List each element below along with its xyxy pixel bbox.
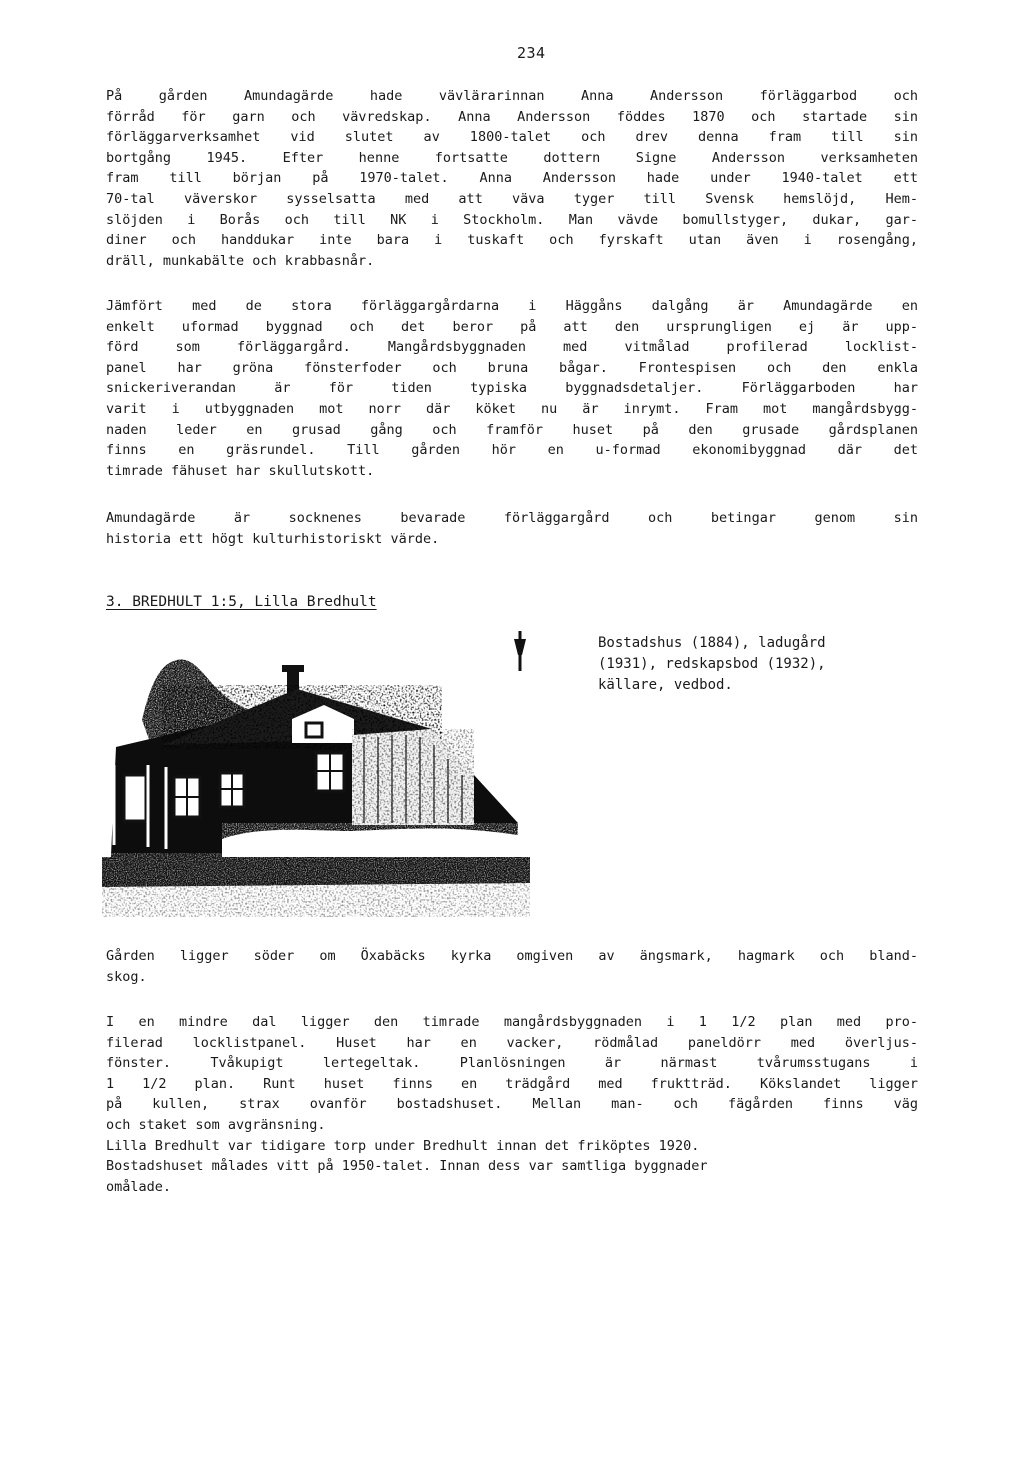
- text-line: snickeriverandan är för tiden typiska byggnadsdetaljer. Förläggarboden har: [106, 380, 918, 397]
- text-line: 1 1/2 plan. Runt huset finns en trädgård med fruktträd. Kökslandet ligger: [106, 1075, 918, 1092]
- text-line: filerad locklistpanel. Huset har en vacker, rödmålad paneldörr med överljus-: [106, 1034, 918, 1051]
- caption-line: källare, vedbod.: [598, 677, 733, 693]
- text-line: Gården ligger söder om Öxabäcks kyrka omgiven av ängsmark, hagmark och bland-: [106, 948, 918, 964]
- text-line: panel har gröna fönsterfoder och bruna bågar. Frontespisen och den enkla: [106, 359, 918, 376]
- text-line: förd som förläggargård. Mangårdsbyggnaden med vitmålad profilerad locklist-: [106, 339, 918, 356]
- caption-line: Bostadshus (1884), ladugård: [598, 635, 826, 651]
- text-line: Bostadshuset målades vitt på 1950-talet. Innan dess var samtliga byggnader: [106, 1158, 708, 1175]
- text-line: historia ett högt kulturhistoriskt värde.: [106, 530, 440, 547]
- text-line: timrade fähuset har skullutskott.: [106, 462, 375, 479]
- paragraph-amundagarde-value: [106, 508, 918, 549]
- paragraph-bredhult-description: [106, 1012, 918, 1197]
- paragraph-amundagarde-history: [106, 86, 918, 271]
- text-line: I en mindre dal ligger den timrade mangårdsbyggnaden i 1 1/2 plan med pro-: [106, 1014, 918, 1030]
- text-line: 70-tal väverskor sysselsatta med att väva tyger till Svensk hemslöjd, Hem-: [106, 190, 918, 207]
- text-line: förläggarverksamhet vid slutet av 1800-talet och drev denna fram till sin: [106, 129, 918, 146]
- page-number: 234: [517, 44, 546, 62]
- text-line: Amundagärde är socknenes bevarade förläggargård och betingar genom sin: [106, 510, 918, 526]
- section-heading: 3. BREDHULT 1:5, Lilla Bredhult: [106, 594, 377, 610]
- text-line: naden leder en grusad gång och framför huset på den grusade gårdsplanen: [106, 421, 918, 438]
- paragraph-bredhult-location: [106, 946, 918, 987]
- text-line: enkelt uformad byggnad och det beror på att den ursprungligen ej är upp-: [106, 318, 918, 335]
- text-line: Lilla Bredhult var tidigare torp under Bredhult innan det friköptes 1920.: [106, 1137, 700, 1154]
- text-line: på kullen, strax ovanför bostadshuset. Mellan man- och fägården finns väg: [106, 1096, 918, 1113]
- text-line: På gården Amundagärde hade vävlärarinnan Anna Andersson förläggarbod och: [106, 88, 918, 104]
- text-line: Jämfört med de stora förläggargårdarna i Häggåns dalgång är Amundagärde en: [106, 298, 918, 314]
- text-line: skog.: [106, 968, 147, 985]
- caption-line: (1931), redskapsbod (1932),: [598, 656, 826, 672]
- text-line: och staket som avgränsning.: [106, 1116, 326, 1133]
- text-line: diner och handdukar inte bara i tuskaft och fyrskaft utan även i rosengång,: [106, 232, 918, 249]
- farmhouse-photo: [102, 625, 530, 917]
- text-line: förråd för garn och vävredskap. Anna Andersson föddes 1870 och startade sin: [106, 108, 918, 125]
- paragraph-amundagarde-building: [106, 296, 918, 481]
- text-line: dräll, munkabälte och krabbasnår.: [106, 252, 375, 269]
- text-line: finns en gräsrundel. Till gården hör en u-formad ekonomibyggnad där det: [106, 442, 918, 459]
- text-line: varit i utbyggnaden mot norr där köket nu är inrymt. Fram mot mangårdsbygg-: [106, 400, 918, 417]
- text-line: bortgång 1945. Efter henne fortsatte dottern Signe Andersson verksamheten: [106, 149, 918, 166]
- text-line: fram till början på 1970-talet. Anna Andersson hade under 1940-talet ett: [106, 170, 918, 187]
- text-line: slöjden i Borås och till NK i Stockholm. Man vävde bomullstyger, dukar, gar-: [106, 211, 918, 228]
- text-line: omålade.: [106, 1178, 172, 1195]
- photo-caption: [598, 633, 918, 696]
- text-line: fönster. Tvåkupigt lertegeltak. Planlösningen är närmast tvårumsstugans i: [106, 1055, 918, 1072]
